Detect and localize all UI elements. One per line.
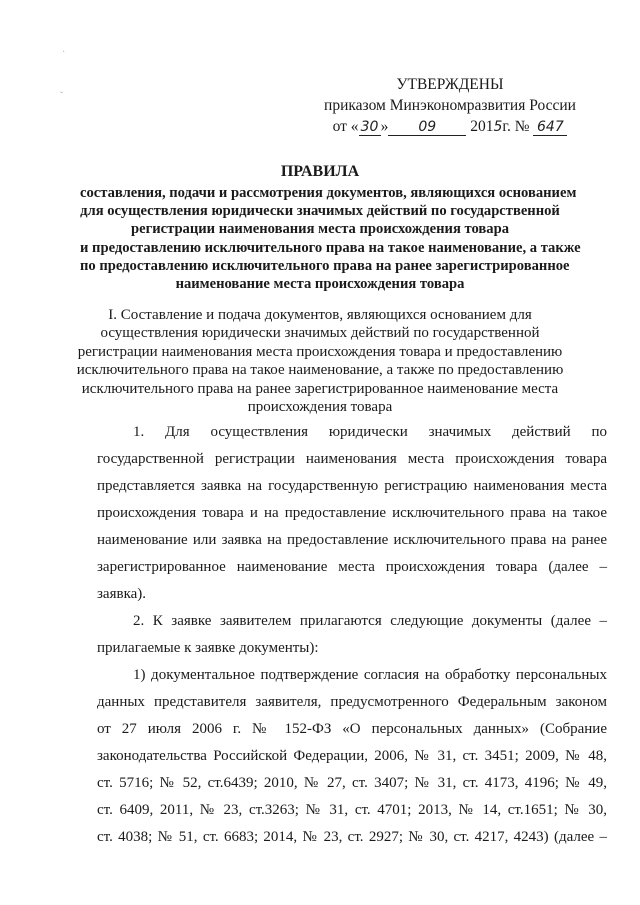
item-1-line: законодательства Российской Федерации, 2006, № 31, ст. 3451; 2009, № 48, <box>97 748 607 764</box>
date-prefix: от « <box>332 118 359 135</box>
subtitle-line: составления, подачи и рассмотрения документов, являющихся основанием <box>80 185 577 201</box>
subtitle-line: регистрации наименования места происхождения товара <box>130 221 509 238</box>
section-line: исключительного права на ранее зарегистрированное наименование места <box>81 380 559 397</box>
order-date-line <box>300 116 600 138</box>
paragraph-2-line: прилагаемые к заявке документы): <box>97 640 319 656</box>
subtitle-line: для осуществления юридически значимых действий по государственной <box>80 203 560 220</box>
item-1-line: ст. 5716; № 52, ст.6439; 2010, № 27, ст. 3407; № 31, ст. 4173, 4196; № 49, <box>97 775 607 791</box>
year-digit: 5 <box>493 119 503 135</box>
paragraph-2-line: 2. К заявке заявителем прилагаются следующие документы (далее – <box>133 613 607 629</box>
subtitle-line: и предоставлению исключительного права на такое наименование, а также <box>80 239 581 256</box>
year-suffix: г. № <box>502 118 530 135</box>
document-body <box>97 419 607 851</box>
item-1-line: данных представителя заявителя, предусмотренного Федеральным законом <box>97 694 607 710</box>
paragraph-1-line: зарегистрированное наименование места происхождения товара (далее – <box>97 559 607 575</box>
date-mid: » <box>380 118 389 135</box>
paragraph-1-line: наименование или заявка на предоставление исключительного права на ранее <box>97 532 607 548</box>
section-line: I. Составление и подача документов, являющихся основанием для <box>108 307 532 323</box>
section-line: исключительного права на такое наименование, а также по предоставлению <box>76 362 564 379</box>
order-line: приказом Минэкономразвития России <box>324 97 576 114</box>
item-1-line: ст. 4038; № 51, ст. 6683; 2014, № 23, ст. 2927; № 30, ст. 4217, 4243) (далее – <box>97 829 607 845</box>
order-number: 647 <box>533 119 567 136</box>
paragraph-1-line: заявка). <box>97 586 147 602</box>
item-1-line: 1) документальное подтверждение согласия на обработку персональных <box>133 667 607 683</box>
item-1-line: ст. 6409, 2011, № 23, ст.3263; № 31, ст. 4701; 2013, № 14, ст.1651; № 30, <box>97 802 607 818</box>
section-line: происхождения товара <box>247 399 393 416</box>
document-title: ПРАВИЛА <box>280 163 360 180</box>
scan-mark: ˇ <box>60 91 64 102</box>
approval-block <box>300 74 600 138</box>
section-line: осуществления юридически значимых действий по государственной <box>100 325 540 342</box>
document-subtitle <box>80 184 581 293</box>
paragraph-1-line: 1. Для осуществления юридически значимых действий по <box>133 424 607 440</box>
order-month: 09 <box>388 119 466 136</box>
year-prefix: 201 <box>470 118 494 135</box>
item-1-line: от 27 июля 2006 г. № 152-ФЗ «О персональных данных» (Собрание <box>97 721 607 737</box>
subtitle-line: по предоставлению исключительного права на ранее зарегистрированное <box>80 257 570 274</box>
section-line: регистрации наименования места происхождения товара и предоставлению <box>77 343 563 360</box>
paragraph-1-line: происхождения товара и на предоставление исключительного права на такое <box>97 505 607 521</box>
paragraph-1-line: государственной регистрации наименования места происхождения товара <box>97 451 607 467</box>
order-day: 30 <box>359 119 381 136</box>
section-heading <box>70 306 570 416</box>
paragraph-1-line: представляется заявка на государственную регистрацию наименования места <box>97 478 607 494</box>
approved-heading: УТВЕРЖДЕНЫ <box>396 76 504 93</box>
scan-mark: · <box>62 47 66 58</box>
subtitle-line: наименование места происхождения товара <box>175 276 465 293</box>
